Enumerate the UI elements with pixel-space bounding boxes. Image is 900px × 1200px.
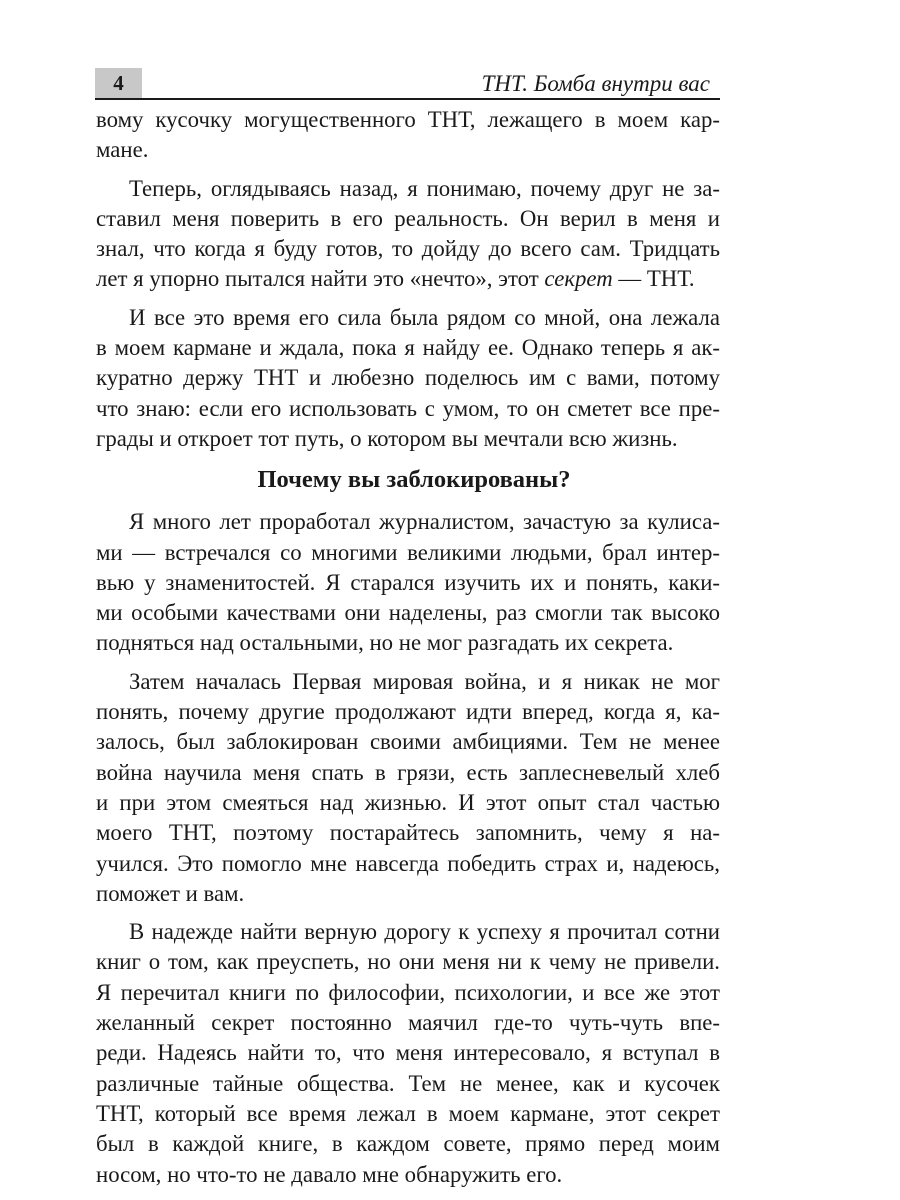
text-line: куратно держу ТНТ и любезно поделюсь им с вами, потому (96, 365, 720, 391)
text-line: носом, но что-то не давало мне обнаружить его. (96, 1161, 563, 1187)
text-line: различные тайные общества. Тем не менее, как и кусочек (96, 1070, 720, 1096)
text-line: подняться над остальными, но не мог разгадать их секрета. (96, 630, 674, 656)
text-line: реди. Надеясь найти то, что меня интересовало, я вступал в (96, 1040, 720, 1066)
text-line: залось, был заблокирован своими амбициями. Тем не менее (96, 729, 720, 755)
body-text (96, 105, 720, 1190)
text-run: — ТНТ. (612, 266, 695, 292)
text-line: Я много лет проработал журналистом, зачастую за кулиса- (129, 509, 720, 535)
text-line: был в каждой книге, в каждом совете, прямо перед моим (96, 1131, 720, 1157)
text-line: и при этом смеяться над жизнью. И этот опыт стал частью (96, 789, 720, 815)
text-run: лет я упорно пытался найти это «нечто», этот (96, 266, 545, 292)
text-line: И все это время его сила была рядом со мной, она лежала (129, 304, 720, 330)
paragraph (96, 507, 720, 658)
header-rule (95, 98, 720, 100)
text-line: мане. (96, 137, 149, 163)
text-line: книг о том, как преуспеть, но они меня ни к чему не привели. (96, 949, 720, 975)
text-line: Затем началась Первая мировая война, и я никак не мог (129, 668, 720, 694)
text-line: желанный секрет постоянно маячил где-то чуть-чуть впе- (96, 1010, 720, 1036)
paragraph (96, 303, 720, 454)
paragraph (96, 174, 720, 295)
text-line: грады и откроет тот путь, о котором вы мечтали всю жизнь. (96, 425, 678, 451)
text-line: ставил меня поверить в его реальность. Он верил в меня и (96, 205, 720, 231)
paragraph (96, 105, 720, 166)
text-line: знал, что когда я буду готов, то дойду до всего сам. Тридцать (96, 236, 720, 262)
text-line: в моем кармане и ждала, пока я найду ее. Однако теперь я ак- (96, 335, 720, 361)
text-line (96, 264, 720, 294)
text-line: Я перечитал книги по философии, психологии, и все же этот (96, 979, 720, 1005)
text-line: вому кусочку могущественного ТНТ, лежащего в моем кар- (96, 107, 720, 132)
text-line: ТНТ, который все время лежал в моем кармане, этот секрет (96, 1100, 720, 1126)
text-line: война научила меня спать в грязи, есть заплесневелый хлеб (96, 759, 720, 785)
paragraph (96, 917, 720, 1190)
text-line: моего ТНТ, поэтому постарайтесь запомнить, чему я на- (96, 820, 720, 846)
text-line: что знаю: если его использовать с умом, то он сметет все пре- (96, 395, 720, 421)
emphasized-word: секрет (544, 266, 613, 292)
page-number-box (95, 68, 142, 98)
paragraph (96, 667, 720, 909)
text-line: понять, почему другие продолжают идти вперед, когда я, ка- (96, 699, 720, 725)
page-number: 4 (113, 71, 124, 95)
text-line: поможет и вам. (96, 880, 245, 906)
text-line: учился. Это помогло мне навсегда победить страх и, надеюсь, (96, 850, 720, 876)
text-line: Теперь, оглядываясь назад, я понимаю, почему друг не за- (129, 175, 720, 201)
section-heading: Почему вы заблокированы? (257, 466, 571, 494)
text-line: ми — встречался со многими великими людьми, брал интер- (96, 539, 720, 565)
text-line: В надежде найти верную дорогу к успеху я прочитал сотни (129, 919, 720, 945)
running-title: ТНТ. Бомба внутри вас (481, 71, 710, 96)
text-line: ми особыми качествами они наделены, раз смогли так высоко (96, 600, 720, 626)
text-line: вью у знаменитостей. Я старался изучить их и понять, каки- (96, 569, 720, 595)
